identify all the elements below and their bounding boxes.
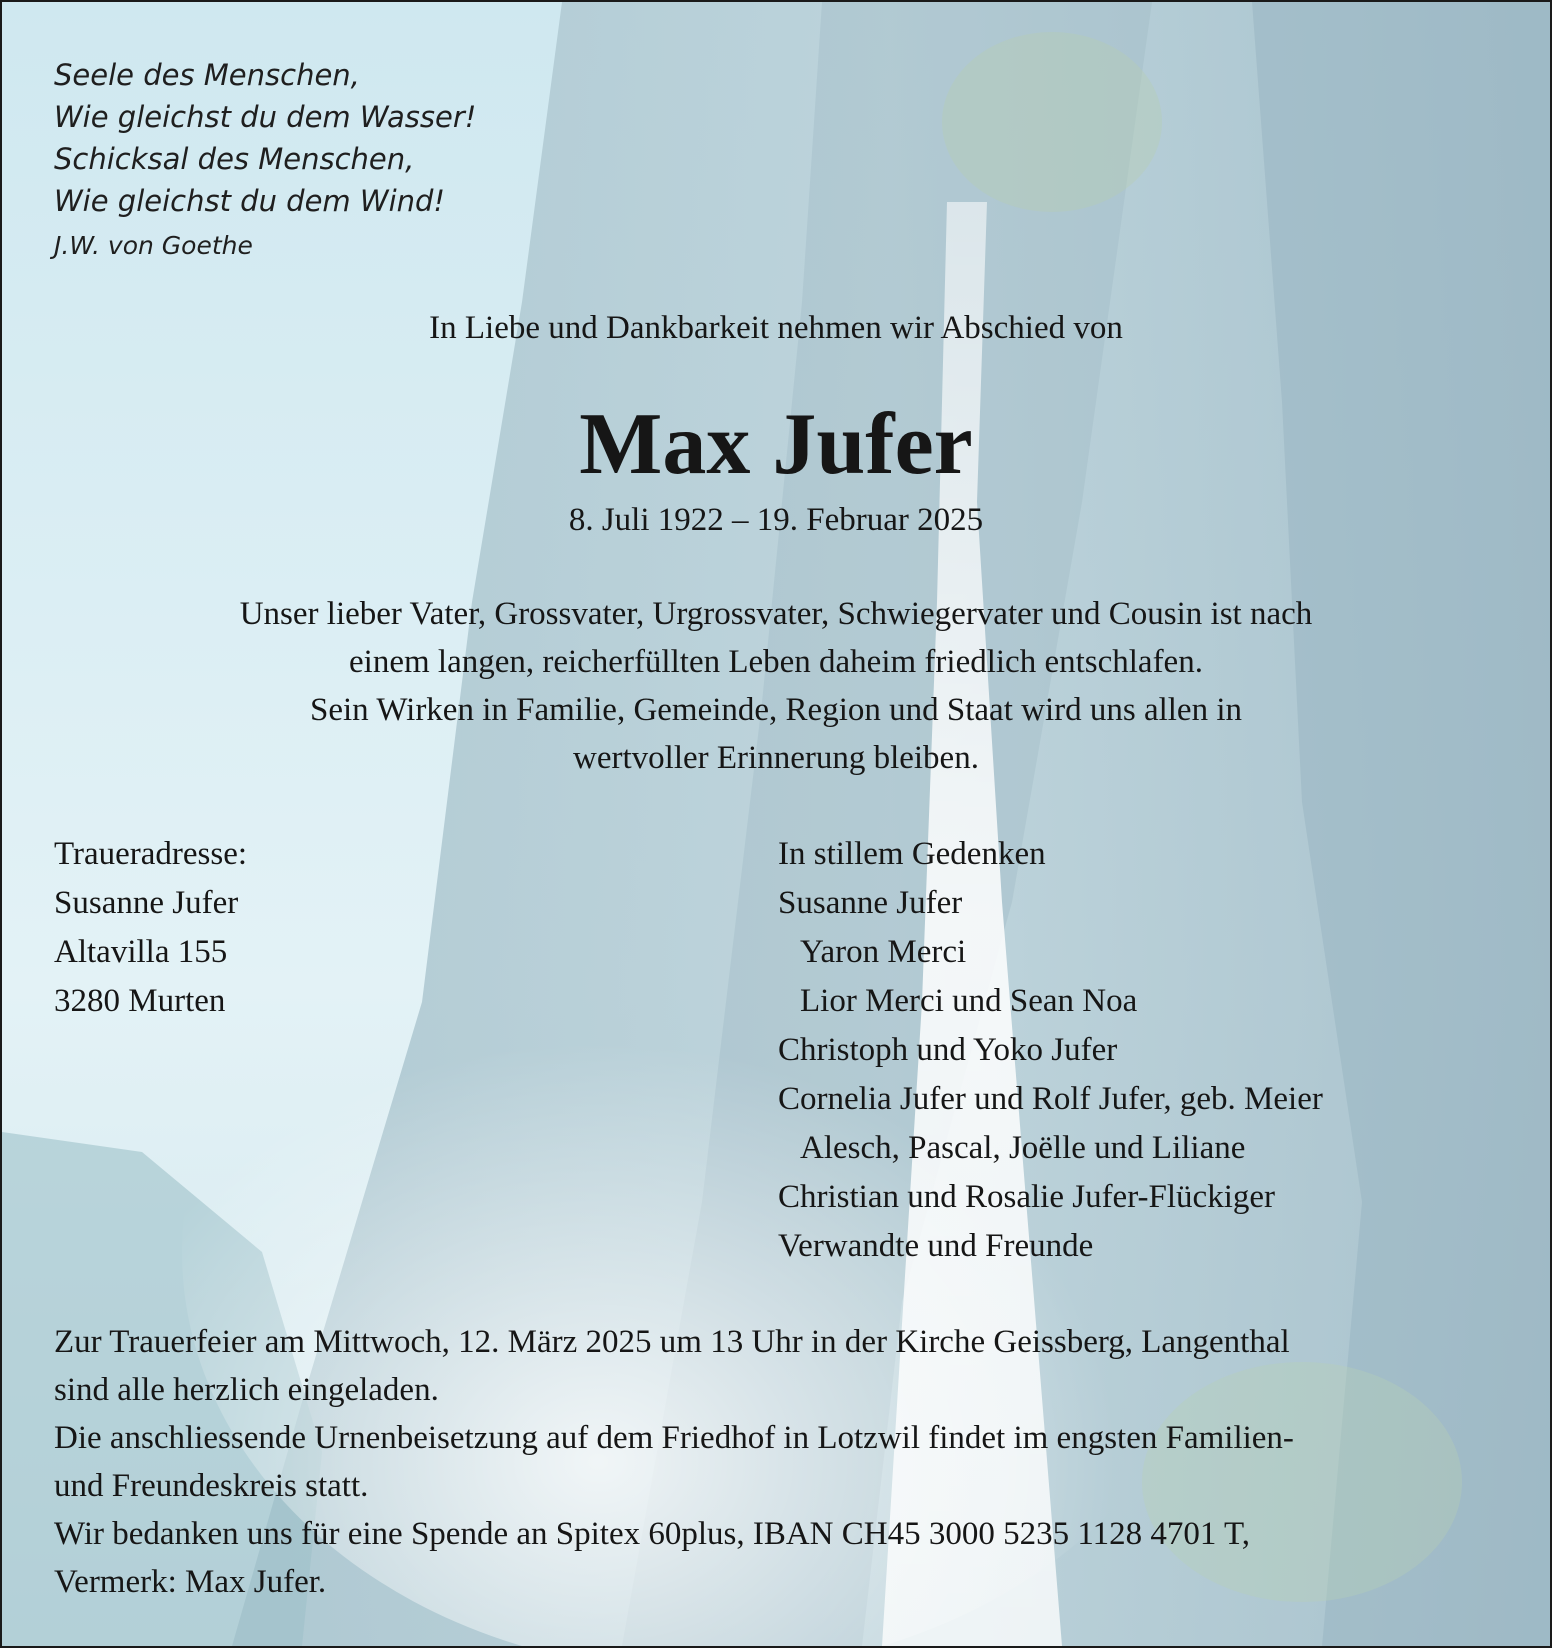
ceremony-text: Zur Trauerfeier am Mittwoch, 12. März 2025 um 13 Uhr in der Kirche Geissberg, Langenthal — [54, 1324, 1290, 1360]
intro-text: In Liebe und Dankbarkeit nehmen wir Abschied von — [429, 310, 1123, 346]
mourners-list — [778, 830, 1323, 1271]
mourner-entry: Susanne Jufer — [778, 885, 963, 921]
donation-text: Vermerk: Max Jufer. — [54, 1564, 327, 1600]
life-dates: 8. Juli 1922 – 19. Februar 2025 — [568, 502, 984, 538]
mourners-heading: In stillem Gedenken — [778, 836, 1046, 872]
ceremony-text: sind alle herzlich eingeladen. — [54, 1372, 439, 1408]
mourner-entry: Cornelia Jufer und Rolf Jufer, geb. Meier — [778, 1081, 1323, 1117]
poem-author: J.W. von Goethe — [54, 231, 253, 260]
address-label: Traueradresse: — [54, 836, 248, 872]
message-line: Sein Wirken in Familie, Gemeinde, Region und Staat wird uns allen in — [310, 692, 1242, 728]
ceremony-details — [54, 1318, 1498, 1606]
address-city: 3280 Murten — [54, 983, 226, 1019]
poem-line: Wie gleichst du dem Wind! — [54, 184, 446, 218]
mourner-entry: Christoph und Yoko Jufer — [778, 1032, 1118, 1068]
mourner-entry: Yaron Merci — [800, 934, 967, 970]
message-line: wertvoller Erinnerung bleiben. — [573, 740, 979, 776]
deceased-name: Max Jufer — [579, 396, 973, 493]
address-street: Altavilla 155 — [54, 934, 228, 970]
mourner-entry: Christian und Rosalie Jufer-Flückiger — [778, 1179, 1275, 1215]
donation-text: Wir bedanken uns für eine Spende an Spitex 60plus, IBAN CH45 3000 5235 1128 4701 T, — [54, 1516, 1250, 1552]
mourner-entry: Alesch, Pascal, Joëlle und Liliane — [800, 1130, 1246, 1166]
message-line: einem langen, reicherfüllten Leben daheim friedlich entschlafen. — [349, 644, 1203, 680]
poem-quote — [54, 54, 476, 266]
message-line: Unser lieber Vater, Grossvater, Urgrossvater, Schwiegervater und Cousin ist nach — [239, 596, 1313, 632]
mourning-address — [54, 830, 247, 1026]
poem-line: Schicksal des Menschen, — [54, 142, 415, 176]
mourner-entry: Verwandte und Freunde — [778, 1228, 1094, 1264]
poem-line: Wie gleichst du dem Wasser! — [54, 100, 477, 134]
burial-text: Die anschliessende Urnenbeisetzung auf dem Friedhof in Lotzwil findet im engsten Familien- — [54, 1420, 1294, 1456]
poem-line: Seele des Menschen, — [54, 58, 360, 92]
address-name: Susanne Jufer — [54, 885, 239, 921]
tribute-message — [2, 590, 1550, 782]
mourner-entry: Lior Merci und Sean Noa — [800, 983, 1138, 1019]
burial-text: und Freundeskreis statt. — [54, 1468, 369, 1504]
